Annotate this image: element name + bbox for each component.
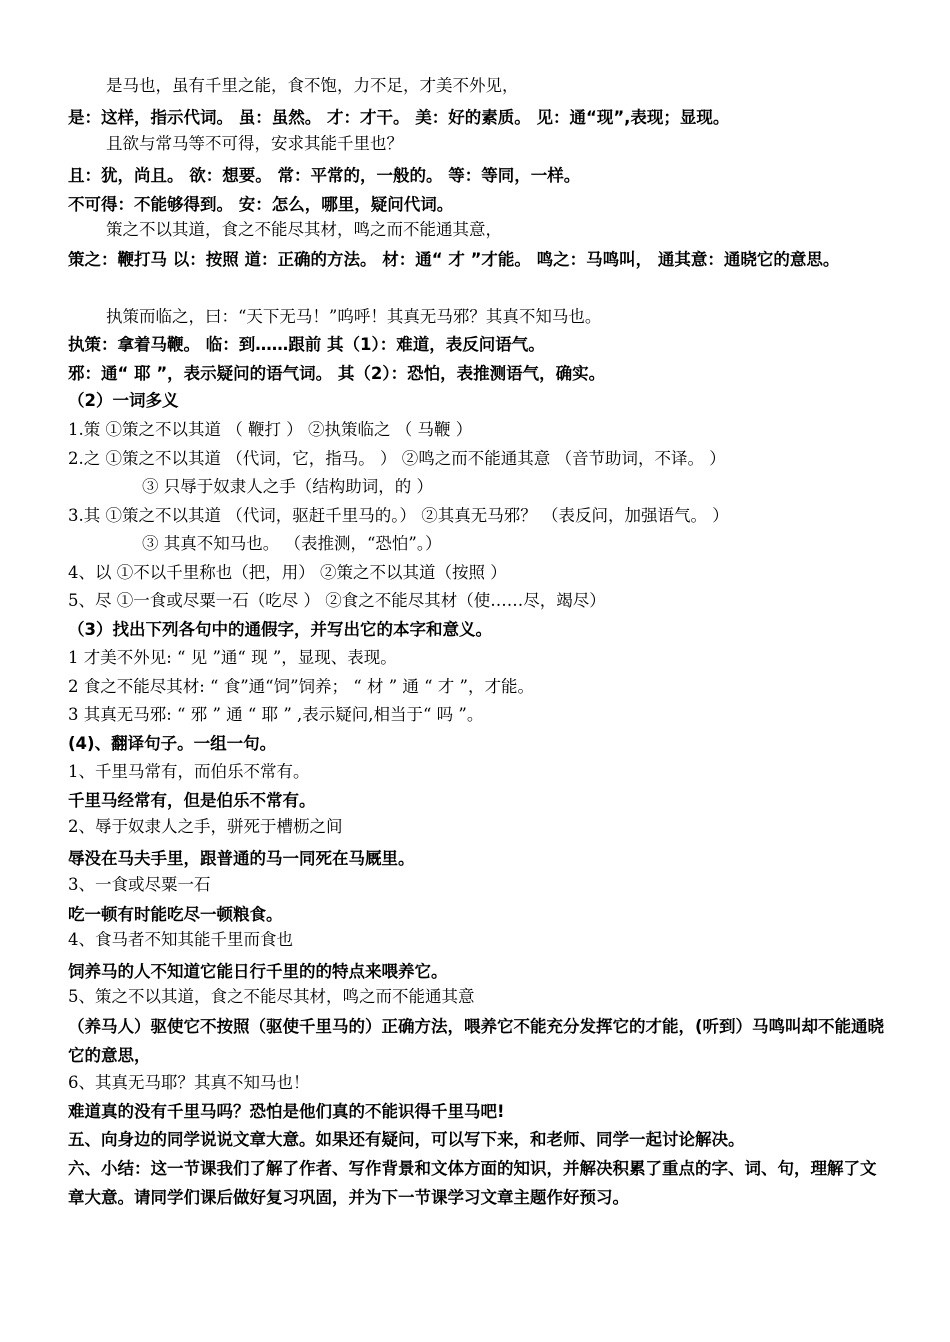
annotation-line-1: 是：这样，指示代词。 虽：虽然。 才：才干。 美：好的素质。 见：通“现”,表现；显现。 bbox=[68, 108, 730, 127]
annotation-line-5: 执策：拿着马鞭。 临：到……跟前 其（1）：难道，表反问语气。 bbox=[68, 335, 545, 354]
translate-source-2: 2、辱于奴隶人之手，骈死于槽枥之间 bbox=[68, 817, 343, 836]
classical-text-line-4: 执策而临之，曰：“天下无马！”呜呼！其真无马邪？其真不知马也。 bbox=[106, 307, 602, 326]
section-heading-polysemy: （2）一词多义 bbox=[68, 391, 179, 410]
polysemy-qi: 3.其 ①策之不以其道 （代词，驱赶千里马的。） ②其真无马邪？ （表反问，加强语气。 ） bbox=[68, 506, 729, 525]
translate-answer-1: 千里马经常有，但是伯乐不常有。 bbox=[68, 791, 316, 810]
translate-source-4: 4、食马者不知其能千里而食也 bbox=[68, 930, 293, 949]
tongjia-1: 1 才美不外见: “ 见 ”通“ 现 ”，显现、表现。 bbox=[68, 648, 397, 667]
translate-answer-4: 饲养马的人不知道它能日行千里的的特点来喂养它。 bbox=[68, 962, 448, 981]
translate-source-3: 3、一食或尽粟一石 bbox=[68, 875, 211, 894]
polysemy-zhi-3: ③ 只辱于奴隶人之手（结构助词，的 ） bbox=[142, 477, 433, 496]
annotation-line-3: 不可得：不能够得到。 安：怎么，哪里，疑问代词。 bbox=[68, 195, 454, 214]
polysemy-zhi: 2.之 ①策之不以其道 （代词，它，指马。 ） ②鸣之而不能通其意 （音节助词，不译。 ） bbox=[68, 449, 726, 468]
polysemy-jin: 5、尽 ①一食或尽粟一石（吃尽 ） ②食之不能尽其材（使……尽，竭尽） bbox=[68, 591, 606, 610]
tongjia-2: 2 食之不能尽其材: “ 食”通“饲”饲养； “ 材 ” 通 “ 才 ”，才能。 bbox=[68, 677, 534, 696]
section-heading-translate: (4)、翻译句子。一组一句。 bbox=[68, 734, 277, 753]
section-six-summary: 六、小结：这一节课我们了解了作者、写作背景和文体方面的知识，并解决积累了重点的字、词、句，理解了文章大意。请同学们课后做好复习巩固，并为下一节课学习文章主题作好预习。 bbox=[68, 1159, 877, 1207]
tongjia-3: 3 其真无马邪: “ 邪 ” 通 “ 耶 ” ,表示疑问,相当于“ 吗 ”。 bbox=[68, 705, 484, 724]
translate-answer-6: 难道真的没有千里马吗？恐怕是他们真的不能识得千里马吧! bbox=[68, 1102, 505, 1121]
translate-source-5: 5、策之不以其道，食之不能尽其材，鸣之而不能通其意 bbox=[68, 987, 475, 1006]
translate-answer-2: 辱没在马夫手里，跟普通的马一同死在马厩里。 bbox=[68, 849, 415, 868]
section-five: 五、向身边的同学说说文章大意。如果还有疑问，可以写下来，和老师、同学一起讨论解决。 bbox=[68, 1130, 745, 1149]
polysemy-qi-3: ③ 其真不知马也。 （表推测，“恐怕”。） bbox=[142, 534, 442, 553]
translate-source-1: 1、千里马常有，而伯乐不常有。 bbox=[68, 762, 310, 781]
section-heading-tongjia: （3）找出下列各句中的通假字，并写出它的本字和意义。 bbox=[68, 620, 492, 639]
classical-text-line-1: 是马也，虽有千里之能，食不饱，力不足，才美不外见， bbox=[106, 76, 519, 95]
translate-answer-3: 吃一顿有时能吃尽一顿粮食。 bbox=[68, 905, 283, 924]
translate-answer-5: （养马人）驱使它不按照（驱使千里马的）正确方法，喂养它不能充分发挥它的才能，(听到）马鸣叫却不能通晓它的意思， bbox=[68, 1017, 885, 1065]
annotation-line-6: 邪：通“ 耶 ”，表示疑问的语气词。 其（2）：恐怕，表推测语气，确实。 bbox=[68, 364, 606, 383]
translate-source-6: 6、其真无马耶？其真不知马也！ bbox=[68, 1073, 310, 1092]
polysemy-yi: 4、以 ①不以千里称也（把，用） ②策之不以其道（按照 ） bbox=[68, 563, 507, 582]
annotation-line-4: 策之：鞭打马 以：按照 道：正确的方法。 材：通“ 才 ”才能。 鸣之：马鸣叫， 通其意：通晓它的意思。 bbox=[68, 250, 840, 269]
classical-text-line-3: 策之不以其道，食之不能尽其材，鸣之而不能通其意， bbox=[106, 220, 502, 239]
classical-text-line-2: 且欲与常马等不可得，安求其能千里也？ bbox=[106, 134, 403, 153]
polysemy-ce: 1.策 ①策之不以其道 （ 鞭打 ） ②执策临之 （ 马鞭 ） bbox=[68, 420, 473, 439]
annotation-line-2: 且：犹，尚且。 欲：想要。 常：平常的，一般的。 等：等同，一样。 bbox=[68, 166, 581, 185]
